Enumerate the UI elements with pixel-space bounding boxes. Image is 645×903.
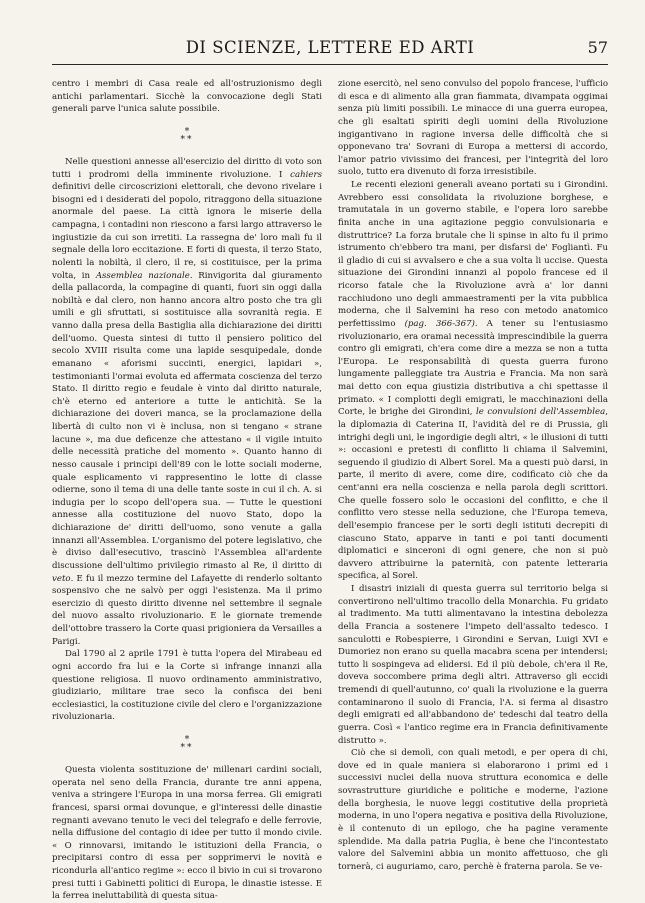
section-separator [52, 736, 322, 754]
paragraph: I disastri iniziali di questa guerra sul territorio belga si convertirono nell'ultimo tracollo della Monarchia. Fu gridato al tradimento. Ma tutti alimentavano la intestina debolezza della Francia a sostenere l'impeto dell'assalto tedesco. I sanculotti e Robespierre, i Girondini e Servan, Luigi XVI e Dumoriez non erano su quella macabra scena per intendersi; tutto li sospingeva ad elidersi. Ed il più debole, ch'era il Re, doveva soccombere prima degli altri. Attraverso gli eccidi tremendi di quell'autunno, co' quali la rivoluzione e la guerra contaminarono il suolo di Francia, l'A. si ferma al disastro degli emigrati ed all'abbandono de' tedeschi dal teatro della guerra. Così « l'antico regime era in Francia definitivamente distrutto ». [338, 584, 608, 746]
section-separator [52, 128, 322, 146]
header-rule [52, 64, 608, 65]
running-header [52, 38, 608, 62]
asterism-top: * [184, 126, 190, 137]
paragraph: Questa violenta sostituzione de' millenari cardini sociali, operata nel seno della Francia, durante tre anni appena, veniva a stringere l'Europa in una morsa ferrea. Gli emigrati francesi, sparsi ormai dovunque, e gl'interessi delle dinastie regnanti avevano tenuto le veci del telegrafo e delle ferrovie, nella diffusione del contagio di idee per tutto il mondo civile. « O rinnovarsi, imitando le istituzioni della Francia, o precipitarsi contro di essa per sopprimervi le novità e ricondurla all'antico regime »: ecco il bivio in cui si trovarono presi tutti i Gabinetti politici di Europa, le dinastie istesse. E la ferrea ineluttabilità di questa situa- [52, 765, 322, 902]
paragraph: zione esercitò, nel seno convulso del popolo francese, l'ufficio di esca e di alimento alla gran fiammata, divampata oggimai senza più limiti possibili. Le minacce di una guerra europea, che gli esaltati spiriti degli uomini della Rivoluzione ingigantivano in ragione inversa delle difficoltà che si opponevano tra' Sovrani di Europa a mettersi di accordo, l'amor patrio vivissimo dei francesi, per l'integrità del loro suolo, tutto era divenuto di forza irresistibile. [338, 79, 608, 178]
asterism-bottom: ** [180, 743, 194, 753]
page-number: 57 [587, 38, 608, 57]
paragraph: Le recenti elezioni generali aveano portati su i Girondini. Avrebbero essi consolidata la rivoluzione borghese, e tramutatala in un governo stabile, e l'opera loro sarebbe finita anche in una agitazione peggio convulsionaria e distruttrice? La forza brutale che li spinse in alto fu il primo istrumento ch'ebbero tra mani, per disfarsi de' Fogliantì. Fu il gladio di cui si avvalsero e che a sua volta li uccise. Questa situazione dei Girondini innanzi al popolo francese ed il ricorso fatale che la Rivoluzione avrà a' lor danni racchiudono uno degli ammaestramenti per la vita pubblica moderna, che il Salvemini ha reso con metodo anatomico perfettissimo (pag. 366-367). A tener su l'entusiasmo rivoluzionario, era oramai necessità imprescindibile la guerra contro gli emigrati, ch'era come dire a mezza se non a tutta l'Europa. Le responsabilità di questa guerra furono lungamente palleggiate tra Austria e Francia. Ma non sarà mai detto con equa giustizia distributiva a chi spettasse il primato. « I complotti degli emigrati, le macchinazioni della Corte, le brighe dei Girondini, le convulsioni dell'Assemblea, la diplomazia di Caterina II, l'avidità del re di Prussia, gli intrighi degli uni, le ingordigie degli altri, « le illusioni di tutti »: occasioni e pretesti di conflitto li chiama il Salvemini, seguendo il giudizio di Albert Sorel. Ma a questi può darsi, in parte, il merito di avere, come dire, codificato ciò che da cent'anni era nella coscienza e nella parola degli scrittori. Che quelle fossero solo le occasioni del conflitto, e che il conflitto vero stesse nella seduzione, che l'Europa temeva, dell'esempio francese per le sorti degli istituti decrepiti di ciascuno Stato, apparve in tanti e poi tanti documenti diplomatici e sinceroni di ogni genere, che non si può davvero attribuirne la paternità, con patente letteraria specifica, al Sorel. [338, 180, 608, 582]
asterism-bottom: ** [180, 134, 194, 145]
right-column [338, 78, 608, 873]
paragraph: Ciò che si demolì, con quali metodi, e per opera di chi, dove ed in quale maniera si elaborarono i primi ed i successivi nuclei della nuova struttura economica e delle sovrastrutture giuridiche e politiche e moderne, l'azione della borghesia, le nuove leggi costitutive della proprietà moderna, in uno l'opera negativa e positiva della Rivoluzione, è il contenuto di un epilogo, che ha pagine veramente splendide. Ma dalla patria Puglia, è bene che l'incontestato valore del Salvemini abbia un monito affettuoso, che gli tornerà, ci auguriamo, caro, perchè è fraterna parola. Se ve- [338, 748, 608, 872]
left-column [52, 78, 322, 903]
paragraph: Nelle questioni annesse all'esercizio del diritto di voto son tutti i prodromi della imminente rivoluzione. I cahiers definitivi delle circoscrizioni elettorali, che devono rivelare i bisogni ed i desiderati del popolo, ritraggono della situazione anormale del paese. La città ignora le miserie della campagna, i contadini non riescono a farsi largo attraverso le ingiustizie da cui son irretiti. La rassegna de' loro mali fu il segnale della loro eccitazione. E forti di questa, il terzo Stato, nolenti la nobiltà, il clero, il re, si costituisce, per la prima volta, in Assemblea nazionale. Rinvigorita dal giuramento della pallacorda, la compagine di quanti, fuori sin oggi dalla nobiltà e dal clero, non hanno ancora altro posto che tra gli umili e gli sfruttati, si sostituisce alla sovranità regia. E vanno dalla presa della Bastiglia alla dichiarazione dei diritti dell'uomo. Questa sintesi di tutto il pensiero politico del secolo XVIII risulta come una lapide sesquipedale, donde emanano « aforismi succinti, energici, lapidari », testimonianti l'ormai evoluta ed affermata coscienza del terzo Stato. Il diritto regio e feudale è vinto dal diritto naturale, ch'è eterno ed anteriore a tutte le antichità. Se la dichiarazione dei doveri manca, se la proclamazione della libertà di culto non vi è inclusa, non si tengano « strane lacune », ma due deficenze che attestano « il vigile intuito delle necessità pratiche del momento ». Quanto hanno di nesso causale i principi dell'89 con le lotte sociali moderne, quale esplicamento vi rappresentino le lotte di classe odierne, sono il tema di una delle tante soste in cui il ch. A. si indugia per lo scopo dell'opera sua. — Tutte le questioni annesse alla costituzione del nuovo Stato, dopo la dichiarazione de' diritti dell'uomo, sono venute a galla innanzi all'Assemblea. L'organismo del potere legislativo, che è diviso dall'esecutivo, trascinò l'Assemblea all'ardente discussione dell'ultimo privilegio rimasto al Re, il diritto di veto. E fu il mezzo termine del Lafayette di renderlo soltanto sospensivo che ne salvò per oggi l'esistenza. Ma il primo esercizio di questo diritto divenne nel settembre il segnale del nuovo assalto rivoluzionario. E le giornate tremende dell'ottobre trassero la Corte quasi prigioniera da Versailles a Parigi. [52, 156, 322, 647]
running-title: DI SCIENZE, LETTERE ED ARTI [185, 38, 475, 57]
paragraph: centro i membri di Casa reale ed all'ostruzionismo degli antichi parlamentari. Sicchè la convocazione degli Stati generali parve l'unica salute possibile. [52, 79, 322, 115]
asterism-top: * [184, 735, 190, 745]
paragraph: Dal 1790 al 2 aprile 1791 è tutta l'opera del Mirabeau ed ogni accordo fra lui e la Corte si infrange innanzi alla questione religiosa. Il nuovo ordinamento amministrativo, giudiziario, militare trae seco la confisca dei beni ecclesiastici, la costituzione civile del clero e l'organizzazione rivoluzionaria. [52, 649, 322, 723]
